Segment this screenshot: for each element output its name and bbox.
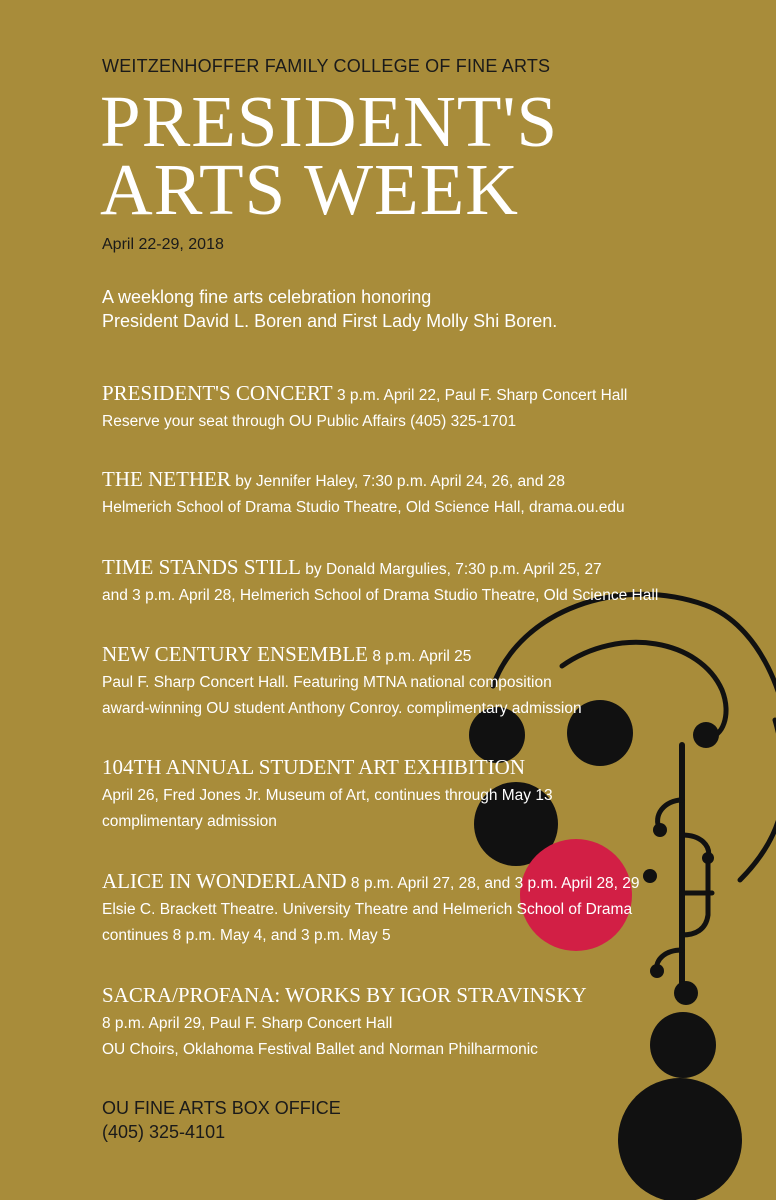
intro-line-1: A weeklong fine arts celebration honoring: [102, 287, 432, 307]
event-student-art-exhibition: [102, 754, 776, 835]
event-info-line: Reserve your seat through OU Public Affairs (405) 325-1701: [102, 413, 517, 430]
college-name: WEITZENHOFFER FAMILY COLLEGE OF FINE ARTS: [102, 56, 551, 76]
event-details: 8 p.m. April 25: [372, 648, 472, 665]
event-details: by Jennifer Haley, 7:30 p.m. April 24, 26, and 28: [235, 473, 565, 490]
event-info-line: and 3 p.m. April 28, Helmerich School of Drama Studio Theatre, Old Science Hall: [102, 587, 659, 604]
event-title: 104TH ANNUAL STUDENT ART EXHIBITION: [102, 755, 525, 779]
event-details: 8 p.m. April 27, 28, and 3 p.m. April 28, 29: [350, 875, 640, 892]
event-heading: [102, 380, 776, 409]
event-heading: [102, 982, 776, 1011]
event-title: SACRA/PROFANA: WORKS BY IGOR STRAVINSKY: [102, 983, 587, 1007]
event-info-line: Paul F. Sharp Concert Hall. Featuring MTNA national composition: [102, 674, 552, 691]
event-title: NEW CENTURY ENSEMBLE: [102, 642, 368, 666]
black-circle-6: [702, 852, 714, 864]
event-presidents-concert: [102, 380, 776, 435]
event-new-century-ensemble: [102, 641, 776, 722]
event-info-line: award-winning OU student Anthony Conroy. complimentary admission: [102, 700, 582, 717]
event-info-line: complimentary admission: [102, 813, 277, 830]
event-details: by Donald Margulies, 7:30 p.m. April 25, 27: [305, 561, 602, 578]
box-office: [102, 1096, 341, 1144]
event-title: THE NETHER: [102, 467, 231, 491]
event-heading: [102, 554, 776, 583]
intro-line-2: President David L. Boren and First Lady Molly Shi Boren.: [102, 311, 558, 331]
poster-title: [100, 81, 559, 230]
event-alice-in-wonderland: [102, 868, 776, 949]
event-dates: April 22-29, 2018: [102, 236, 224, 253]
black-circle-3: [693, 722, 719, 748]
event-heading: [102, 868, 776, 897]
event-heading: [102, 754, 776, 783]
event-time-stands-still: [102, 554, 776, 609]
event-heading: [102, 466, 776, 495]
event-info-line: OU Choirs, Oklahoma Festival Ballet and Norman Philharmonic: [102, 1041, 538, 1058]
event-title: ALICE IN WONDERLAND: [102, 869, 347, 893]
event-sacra-profana: [102, 982, 776, 1063]
title-line-1: PRESIDENT'S: [100, 81, 559, 162]
event-title: PRESIDENT'S CONCERT: [102, 381, 333, 405]
event-info-line: Elsie C. Brackett Theatre. University Theatre and Helmerich School of Drama: [102, 901, 633, 918]
event-info-line: 8 p.m. April 29, Paul F. Sharp Concert Hall: [102, 1015, 393, 1032]
event-title: TIME STANDS STILL: [102, 555, 301, 579]
box-office-label: OU FINE ARTS BOX OFFICE: [102, 1098, 341, 1118]
event-info-line: April 26, Fred Jones Jr. Museum of Art, continues through May 13: [102, 787, 553, 804]
black-circle-8: [650, 964, 664, 978]
title-line-2: ARTS WEEK: [100, 149, 519, 230]
box-office-phone: (405) 325-4101: [102, 1122, 226, 1142]
event-info-line: continues 8 p.m. May 4, and 3 p.m. May 5: [102, 927, 391, 944]
event-heading: [102, 641, 776, 670]
event-info-line: Helmerich School of Drama Studio Theatre, Old Science Hall, drama.ou.edu: [102, 499, 625, 516]
intro-text: [102, 285, 557, 333]
black-circle-11: [618, 1078, 742, 1200]
event-the-nether: [102, 466, 776, 521]
event-details: 3 p.m. April 22, Paul F. Sharp Concert Hall: [336, 387, 628, 404]
